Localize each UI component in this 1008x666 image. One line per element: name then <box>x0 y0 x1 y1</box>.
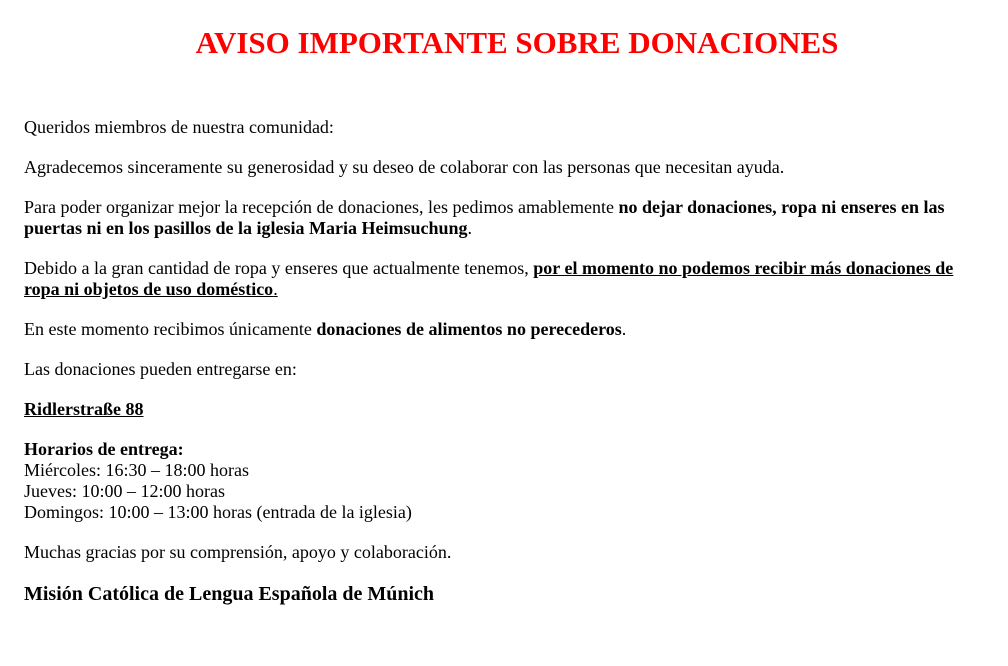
food-paragraph <box>24 319 990 340</box>
notice-body <box>24 117 990 606</box>
food-period: . <box>621 319 627 339</box>
closing-paragraph: Muchas gracias por su comprensión, apoyo y colaboración. <box>24 542 452 562</box>
schedule-line: Domingos: 10:00 – 13:00 horas (entrada de la iglesia) <box>24 502 412 522</box>
organize-emphasis: no dejar donaciones, ropa ni enseres en las puertas ni en los pasillos de la iglesia Maria Heimsuchung <box>24 197 945 238</box>
organize-period: . <box>467 218 473 238</box>
food-emphasis: donaciones de alimentos no perecederos <box>316 319 622 339</box>
amount-paragraph <box>24 258 990 300</box>
page-title: AVISO IMPORTANTE SOBRE DONACIONES <box>195 25 839 60</box>
schedule-line: Miércoles: 16:30 – 18:00 horas <box>24 460 249 480</box>
address-paragraph <box>24 399 990 420</box>
organize-text: Para poder organizar mejor la recepción de donaciones, les pedimos amablemente <box>24 197 619 217</box>
schedule-block <box>24 439 990 523</box>
thanks-paragraph: Agradecemos sinceramente su generosidad y su deseo de colaborar con las personas que necesitan ayuda. <box>24 157 785 177</box>
food-text: En este momento recibimos únicamente <box>24 319 317 339</box>
greeting-paragraph: Queridos miembros de nuestra comunidad: <box>24 117 334 137</box>
address: Ridlerstraße 88 <box>24 399 144 419</box>
amount-text: Debido a la gran cantidad de ropa y enseres que actualmente tenemos, <box>24 258 534 278</box>
amount-period: . <box>273 279 278 299</box>
organize-paragraph <box>24 197 990 239</box>
delivery-intro: Las donaciones pueden entregarse en: <box>24 359 297 379</box>
schedule-heading: Horarios de entrega: <box>24 439 184 459</box>
amount-emphasis: por el momento no podemos recibir más donaciones de ropa ni objetos de uso doméstico <box>24 258 954 299</box>
signature: Misión Católica de Lengua Española de Múnich <box>24 583 435 605</box>
schedule-line: Jueves: 10:00 – 12:00 horas <box>24 481 225 501</box>
